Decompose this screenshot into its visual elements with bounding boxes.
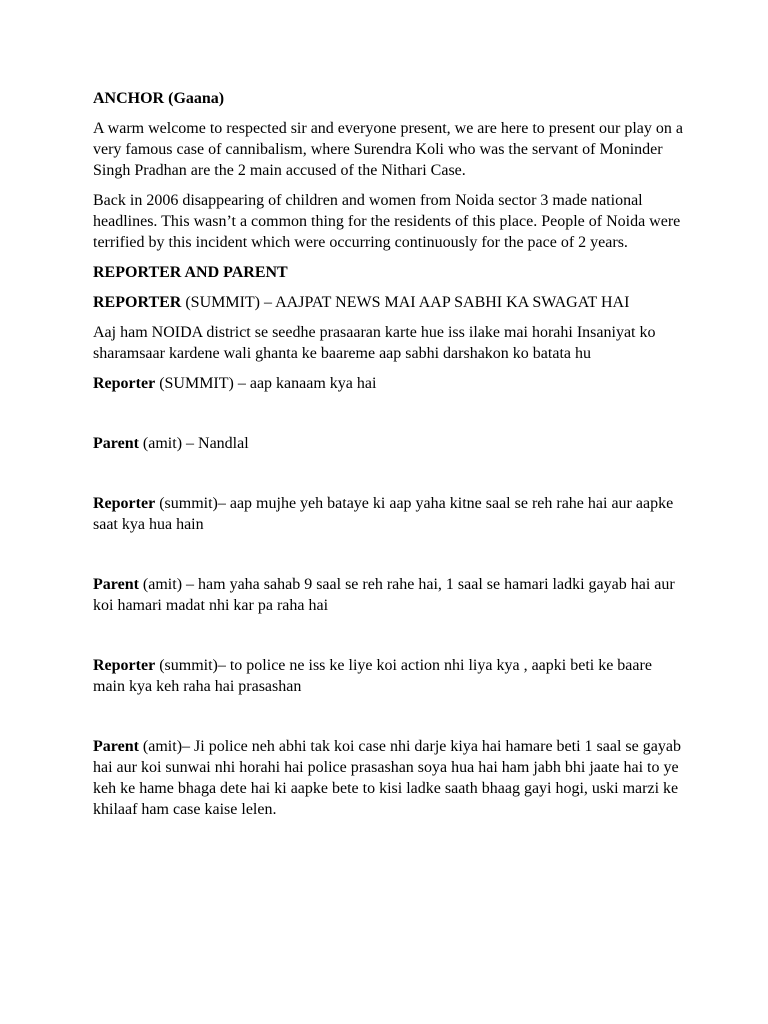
dialogue-text: (amit) – Nandlal: [138, 435, 249, 452]
anchor-heading: ANCHOR (Gaana): [93, 90, 225, 107]
dialogue-line: [93, 736, 683, 820]
spacer: [93, 706, 683, 736]
speaker-name: Reporter: [93, 495, 156, 512]
scene-heading: REPORTER AND PARENT: [93, 264, 288, 281]
speaker-name: Parent: [93, 435, 139, 452]
dialogue-text: (summit)– aap mujhe yeh bataye ki aap yaha kitne saal se reh rahe hai aur aapke saat kya hua hain: [93, 495, 674, 533]
dialogue-line: [93, 292, 683, 313]
spacer: [93, 403, 683, 433]
speaker-name: Reporter: [93, 375, 156, 392]
speaker-name: Parent: [93, 576, 139, 593]
narration-paragraph: Aaj ham NOIDA district se seedhe prasaaran karte hue iss ilake mai horahi Insaniyat ko sharamsaar kardene wali ghanta ke baareme aap sabhi darshakon ko batata hu: [93, 324, 656, 362]
dialogue-text: (amit) – ham yaha sahab 9 saal se reh rahe hai, 1 saal se hamari ladki gayab hai aur koi hamari madat nhi kar pa raha hai: [93, 576, 675, 614]
dialogue-line: [93, 493, 683, 535]
speaker-name: REPORTER: [93, 294, 182, 311]
document-page: [93, 88, 683, 829]
spacer: [93, 544, 683, 574]
background-paragraph: Back in 2006 disappearing of children and women from Noida sector 3 made national headlines. This wasn’t a common thing for the residents of this place. People of Noida were terrified by this incident which were occurring continuously for the pace of 2 years.: [93, 192, 681, 251]
speaker-name: Reporter: [93, 657, 156, 674]
spacer: [93, 463, 683, 493]
dialogue-line: [93, 373, 683, 394]
speaker-name: Parent: [93, 738, 139, 755]
dialogue-line: [93, 574, 683, 616]
dialogue-text: (summit)– to police ne iss ke liye koi action nhi liya kya , aapki beti ke baare main kya keh raha hai prasashan: [93, 657, 652, 695]
dialogue-text: (SUMMIT) – AAJPAT NEWS MAI AAP SABHI KA SWAGAT HAI: [181, 294, 630, 311]
dialogue-line: [93, 433, 683, 454]
dialogue-text: (amit)– Ji police neh abhi tak koi case nhi darje kiya hai hamare beti 1 saal se gayab hai aur koi sunwai nhi horahi hai police prasashan soya hua hai ham jabh bhi jaate hai to ye keh ke hame bhaga dete hai ki aapke bete to kisi ladke saath bhaag gayi hogi, uski marzi ke khilaaf ham case kaise lelen.: [93, 738, 681, 818]
intro-paragraph: A warm welcome to respected sir and everyone present, we are here to present our play on a very famous case of cannibalism, where Surendra Koli who was the servant of Moninder Singh Pradhan are the 2 main accused of the Nithari Case.: [93, 120, 683, 179]
spacer: [93, 625, 683, 655]
dialogue-line: [93, 655, 683, 697]
dialogue-text: (SUMMIT) – aap kanaam kya hai: [155, 375, 377, 392]
